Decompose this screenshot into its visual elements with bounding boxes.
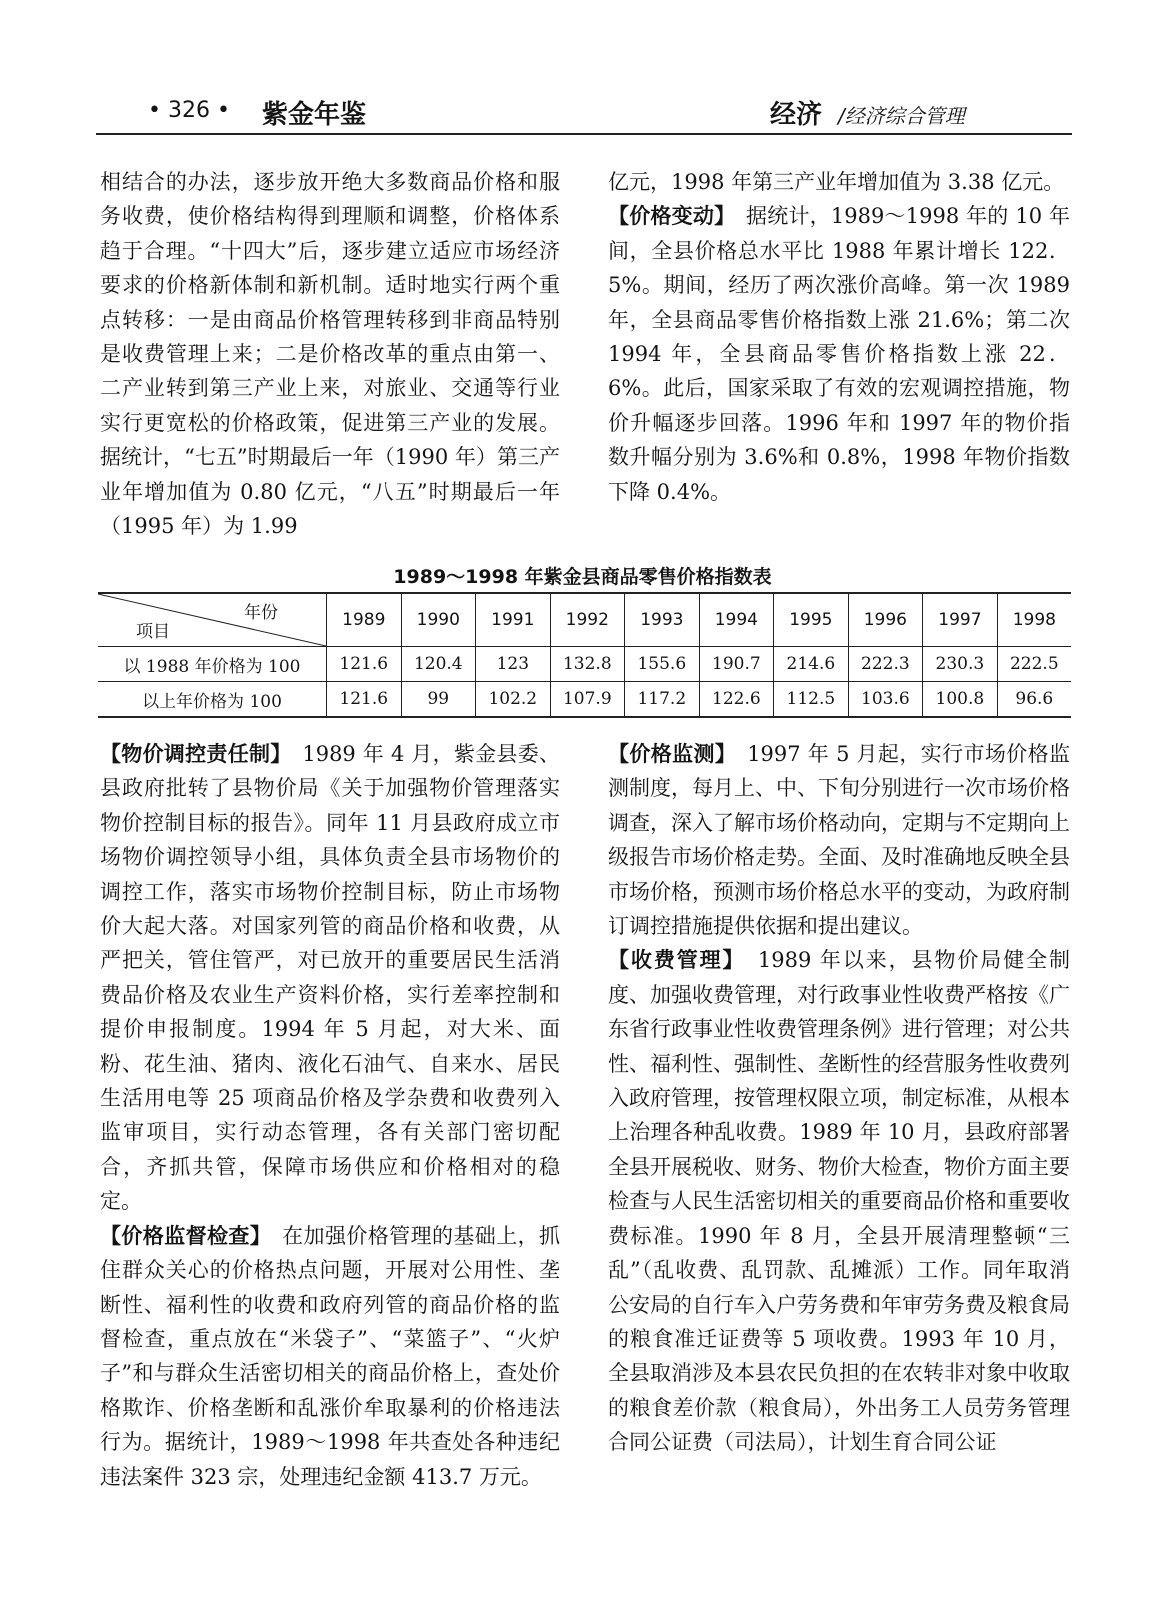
year-header: 1995 (774, 593, 849, 647)
paragraph-price-monitoring (608, 737, 1070, 943)
table-title: 1989～1998 年紫金县商品零售价格指数表 (393, 566, 772, 588)
table-cell: 155.6 (625, 647, 700, 682)
paragraph-body: 1997 年 5 月起，实行市场价格监测制度，每月上、中、下旬分别进行一次市场价格调查，深入了解市场价格动向，定期与不定期向上级报告市场价格走势。全面、及时准确地反映全县市场价格，预测市场价格总水平的变动，为政府制订调控措施提供依据和提出建议。 (608, 742, 1070, 939)
table-cell: 132.8 (550, 647, 625, 682)
year-header: 1994 (699, 593, 774, 647)
year-header: 1996 (848, 593, 923, 647)
table-cell: 112.5 (774, 682, 849, 718)
table-cell: 214.6 (774, 647, 849, 682)
year-header: 1992 (550, 593, 625, 647)
paragraph-price-change (608, 199, 1070, 509)
table-cell: 102.2 (476, 682, 551, 718)
section-heading: 【价格监督检查】 (100, 1223, 261, 1248)
table-cell: 120.4 (401, 647, 476, 682)
diagonal-line (98, 594, 326, 646)
paragraph: 相结合的办法，逐步放开绝大多数商品价格和服务收费，使价格结构得到理顺和调整，价格体系趋于合理。“十四大”后，逐步建立适应市场经济要求的价格新体制和新机制。适时地实行两个重点转移：一是由商品价格管理转移到非商品特别是收费管理上来；二是价格改革的重点由第一、二产业转到第三产业上来，对旅业、交通等行业实行更宽松的价格政策，促进第三产业的发展。据统计，“七五”时期最后一年（1990 年）第三产业年增加值为 0.80 亿元，“八五”时期最后一年（1995 年）为 1.99 (100, 170, 560, 539)
year-header: 1997 (923, 593, 998, 647)
table-cell: 103.6 (848, 682, 923, 718)
header-rule (96, 133, 1072, 135)
table-cell: 222.5 (997, 647, 1071, 682)
section-heading: 【物价调控责任制】 (100, 742, 282, 766)
table-cell: 122.6 (699, 682, 774, 718)
table-row (98, 682, 1071, 718)
year-header: 1991 (476, 593, 551, 647)
row-label: 以上年价格为 100 (98, 682, 327, 718)
table-cell: 230.3 (923, 647, 998, 682)
paragraph-body: 据统计，1989～1998 年的 10 年间，全县价格总水平比 1988 年累计增长 122．5%。期间，经历了两次涨价高峰。第一次 1989 年，全县商品零售价格指数上涨 21.6%；第二次 1994 年，全县商品零售价格指数上涨 22．6%。此后，国家采取了有效的宏观调控措施，物价升幅逐步回落。1996 年和 1997 年的物价指数升幅分别为 3.6%和 0.8%，1998 年物价指数下降 0.4%。 (608, 204, 1071, 504)
year-header: 1990 (401, 593, 476, 647)
table-cell: 121.6 (327, 682, 402, 718)
price-index-table (98, 592, 1071, 718)
header-year-label: 年份 (244, 603, 278, 623)
right-column-bottom (608, 737, 1070, 1460)
page-number: • 326 • (148, 98, 230, 123)
paragraph-body: 1989 年以来，县物价局健全制度、加强收费管理，对行政事业性收费严格按《广东省行政事业性收费管理条例》进行管理；对公共性、福利性、强制性、垄断性的经营服务性收费列入政府管理，按管理权限立项，制定标准，从根本上治理各种乱收费。1989 年 10 月，县政府部署全县开展税收、财务、物价大检查，物价方面主要检查与人民生活密切相关的重要商品价格和重要收费标准。1990 年 8 月，全县开展清理整顿“三乱”（乱收费、乱罚款、乱摊派）工作。同年取消公安局的自行车入户劳务费和年审劳务费及粮食局的粮食准迁证费等 5 项收费。1993 年 10 月，全县取消涉及本县农民负担的在农转非对象中收取的粮食差价款（粮食局），外出务工人员劳务管理合同公证费（司法局），计划生育合同公证 (608, 948, 1071, 1455)
table-row (98, 647, 1071, 682)
year-header: 1993 (625, 593, 700, 647)
table-header-row (98, 593, 1071, 647)
table-cell: 100.8 (923, 682, 998, 718)
diagonal-header-cell (98, 593, 327, 647)
left-column-top (100, 165, 560, 543)
table-cell: 96.6 (997, 682, 1071, 718)
right-column-top (608, 165, 1070, 509)
year-header: 1989 (327, 593, 402, 647)
left-column-bottom (100, 737, 560, 1494)
paragraph-price-supervision (100, 1219, 560, 1494)
paragraph-body: 1989 年 4 月，紫金县委、县政府批转了县物价局《关于加强物价管理落实物价控制目标的报告》。同年 11 月县政府成立市场物价调控领导小组，具体负责全县市场物价的调控工作，落实市场物价控制目标，防止市场物价大起大落。对国家列管的商品价格和收费，从严把关，管住管严，对已放开的重要居民生活消费品价格及农业生产资料价格，实行差率控制和提价申报制度。1994 年 5 月起，对大米、面粉、花生油、猪肉、液化石油气、自来水、居民生活用电等 25 项商品价格及学杂费和收费列入监审项目，实行动态管理，各有关部门密切配合，齐抓共管，保障市场供应和价格相对的稳定。 (100, 742, 561, 1214)
section-heading: 【价格监测】 (608, 742, 726, 766)
paragraph-fee-management (608, 943, 1070, 1459)
paragraph-body: 在加强价格管理的基础上，抓住群众关心的价格热点问题，开展对公用性、垄断性、福利性的收费和政府列管的商品价格的监督检查，重点放在“米袋子”、“菜篮子”、“火炉子”和与群众生活密切相关的商品价格上，查处价格欺诈、价格垄断和乱涨价牟取暴利的价格违法行为。据统计，1989～1998 年共查处各种违纪违法案件 323 宗，处理违纪金额 413.7 万元。 (100, 1223, 561, 1489)
table-cell: 121.6 (327, 647, 402, 682)
section-heading: 【收费管理】 (608, 948, 735, 973)
paragraph: 亿元，1998 年第三产业年增加值为 3.38 亿元。 (608, 170, 1065, 194)
table-cell: 107.9 (550, 682, 625, 718)
table-cell: 123 (476, 647, 551, 682)
section-heading: 【价格变动】 (608, 204, 725, 229)
table-cell: 117.2 (625, 682, 700, 718)
table-cell: 99 (401, 682, 476, 718)
book-title: 紫金年鉴 (262, 100, 367, 130)
subsection-title: /经济综合管理 (838, 104, 965, 128)
header-item-label: 项目 (136, 622, 170, 642)
table-cell: 222.3 (848, 647, 923, 682)
table-cell: 190.7 (699, 647, 774, 682)
paragraph-price-control (100, 737, 560, 1219)
year-header: 1998 (997, 593, 1071, 647)
row-label: 以 1988 年价格为 100 (98, 647, 327, 682)
section-title: 经济 (770, 100, 823, 130)
